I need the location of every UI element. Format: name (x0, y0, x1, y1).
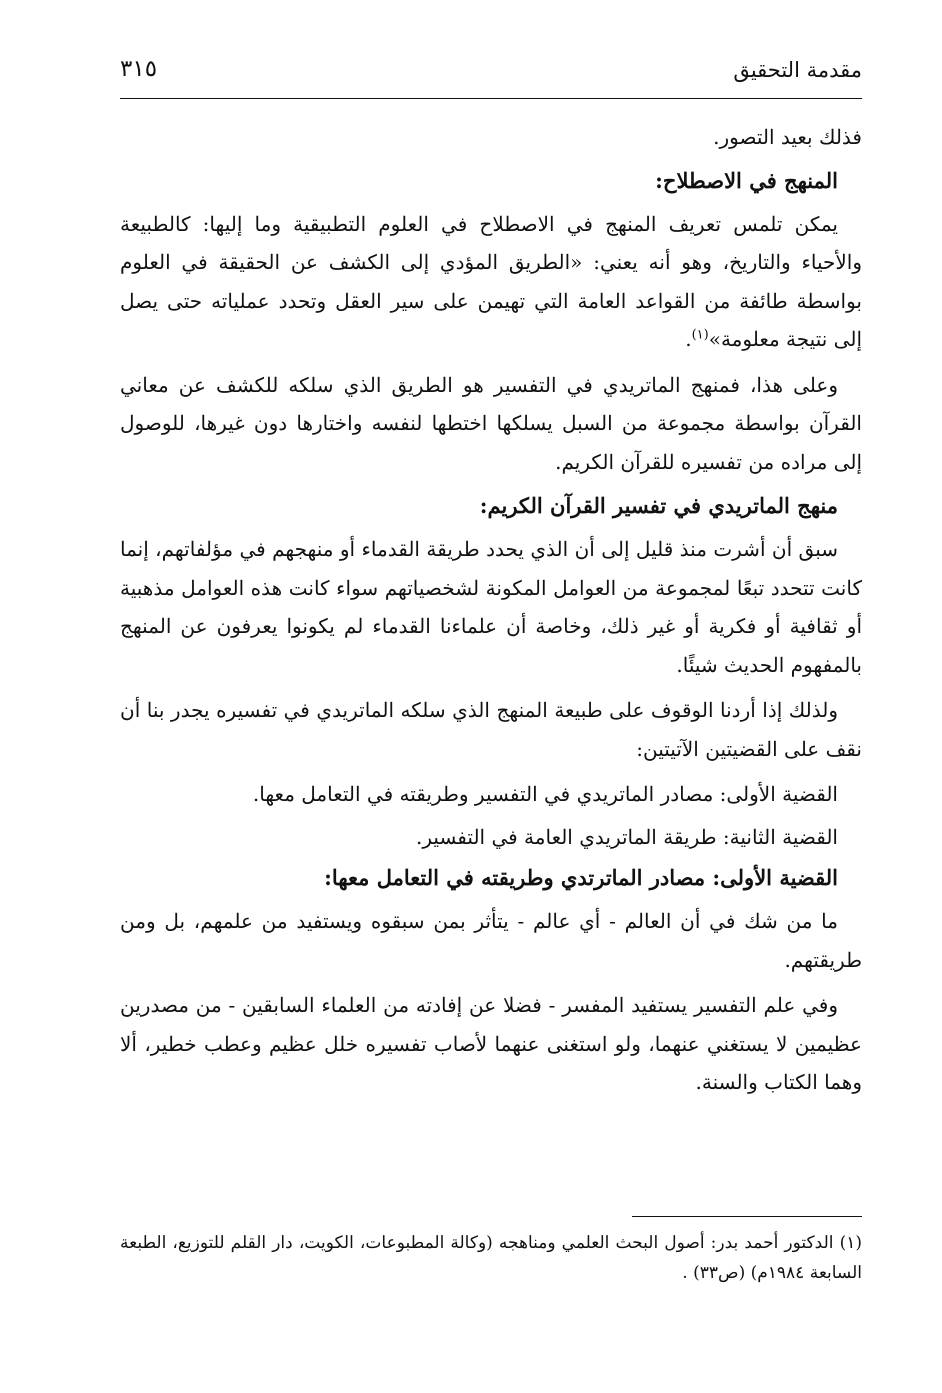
footnote-separator (632, 1216, 862, 1217)
heading-maturidi-method: منهج الماتريدي في تفسير القرآن الكريم: (479, 493, 838, 518)
list-item-issue-2: القضية الثانية: طريقة الماتريدي العامة في التفسير. (416, 824, 838, 849)
heading-first-issue: القضية الأولى: مصادر الماترتدي وطريقته في التعامل معها: (324, 865, 838, 890)
footnote-ref[interactable]: (١) (691, 327, 709, 343)
heading-method-term: المنهج في الاصطلاح: (655, 167, 838, 193)
paragraph-method-term-text: يمكن تلمس تعريف المنهج في الاصطلاح في العلوم التطبيقية وما إليها: كالطبيعة والأحياء والتاريخ، وهو أنه يعني: «الطريق المؤدي إلى الكشف عن الحقيقة في العلوم بواسطة طائفة من القواعد العامة التي تهيمن على سير العقل وتحدد عملياته حتى يصل إلى نتيجة معلومة» (120, 211, 862, 351)
running-title: مقدمة التحقيق (733, 58, 862, 82)
paragraph-science: وفي علم التفسير يستفيد المفسر - فضلا عن إفادته من العلماء السابقين - من مصدرين عظيمين لا يستغني عنهما، ولو استغنى عنهما لأصاب تفسيره خلل عظيم وعطب خطير، ألا وهما الكتاب والسنة. (120, 993, 862, 1094)
page-number: ٣١٥ (120, 56, 158, 82)
paragraph-method-term (120, 205, 862, 359)
paragraph-hence: ولذلك إذا أردنا الوقوف على طبيعة المنهج الذي سلكه الماتريدي في تفسيره يجدر بنا أن نقف على القضيتين الآتيتين: (120, 698, 862, 761)
list-item-issue-1: القضية الأولى: مصادر الماتريدي في التفسير وطريقته في التعامل معها. (252, 782, 838, 806)
footnote-1: (١) الدكتور أحمد بدر: أصول البحث العلمي ومناهجه (وكالة المطبوعات، الكويت، دار القلم للتوزيع، الطبعة السابعة ١٩٨٤م) (ص٣٣) . (120, 1233, 862, 1283)
paragraph-method-term-end: . (685, 327, 692, 351)
paragraph-thus: وعلى هذا، فمنهج الماتريدي في التفسير هو الطريق الذي سلكه للكشف عن معاني القرآن بواسطة مجموعة من السبل يسلكها اختطها لنفسه واختارها دون غيرها، للوصول إلى مراده من تفسيره للقرآن الكريم. (120, 372, 862, 474)
paragraph-doubt: ما من شك في أن العالم - أي عالم - يتأثر بمن سبقوه ويستفيد من علمهم، بل ومن طريقتهم. (120, 909, 862, 972)
paragraph-method: سبق أن أشرت منذ قليل إلى أن الذي يحدد طريقة القدماء أو منهجهم في مؤلفاتهم، إنما كانت تتحدد تبعًا لمجموعة من العوامل المكونة لشخصياتهم سواء كانت هذه العوامل مذهبية أو ثقافية أو فكرية أو غير ذلك، وخاصة أن علماءنا القدماء لم يكونوا يعرفون عن المنهج بالمفهوم الحديث شيئًا. (120, 537, 862, 677)
footnote (120, 1228, 862, 1288)
running-header (120, 50, 862, 99)
paragraph-intro: فذلك بعيد التصور. (713, 125, 862, 149)
main-text (120, 118, 862, 1109)
